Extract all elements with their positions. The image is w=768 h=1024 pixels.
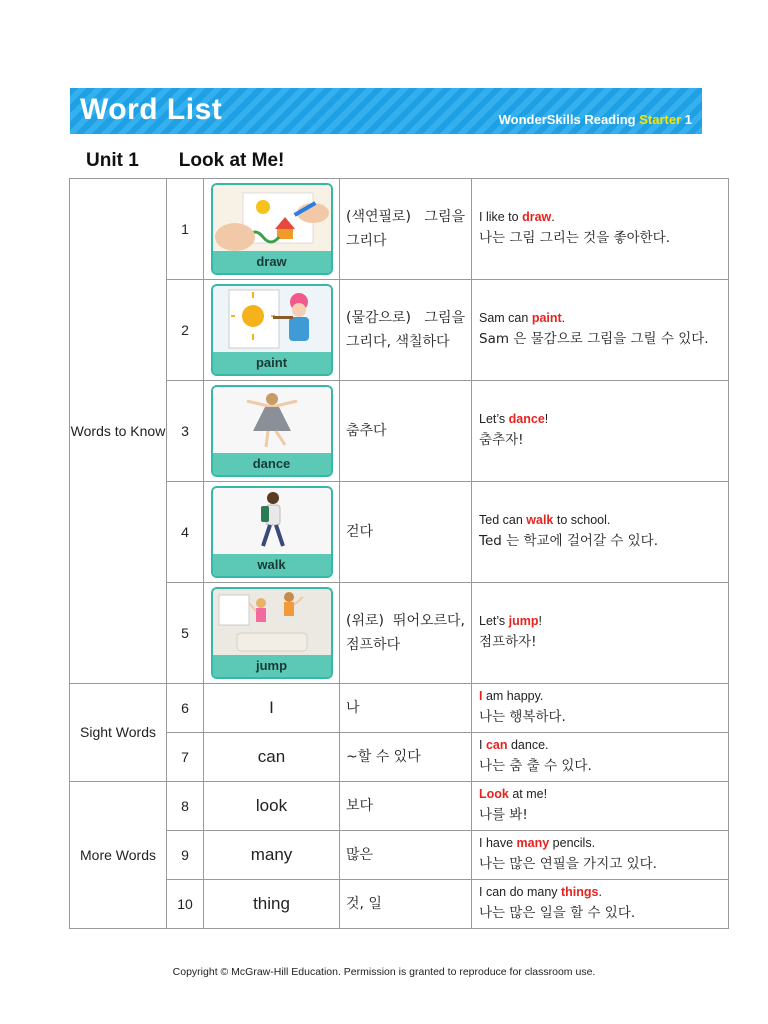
korean-meaning: 걷다 xyxy=(340,482,472,583)
card-label: dance xyxy=(213,453,331,475)
word-number: 3 xyxy=(167,381,204,482)
example-cell xyxy=(472,179,729,280)
example-cell xyxy=(472,782,729,831)
table-row xyxy=(70,831,729,880)
example-sentence xyxy=(479,309,721,328)
unit-label: Unit 1 xyxy=(86,150,139,171)
example-text: Ted can xyxy=(479,513,527,527)
korean-meaning: 것, 일 xyxy=(340,880,472,929)
card-label: draw xyxy=(213,251,331,273)
example-text: I have xyxy=(479,836,517,850)
example-text: . xyxy=(551,210,555,224)
word-number: 10 xyxy=(167,880,204,929)
word-card-draw xyxy=(211,183,333,275)
kids-jumping-picture xyxy=(213,589,331,655)
example-sentence xyxy=(479,785,721,804)
word-number: 4 xyxy=(167,482,204,583)
example-translation: Ted 는 학교에 걸어갈 수 있다. xyxy=(479,533,658,549)
korean-meaning: (위로) 뛰어오르다, 점프하다 xyxy=(340,583,472,684)
example-cell xyxy=(472,684,729,733)
word-number: 7 xyxy=(167,733,204,782)
example-sentence xyxy=(479,834,721,853)
highlighted-word: things xyxy=(561,885,599,899)
table-row xyxy=(70,684,729,733)
example-translation: 나는 행복하다. xyxy=(479,709,566,725)
example-sentence xyxy=(479,612,721,631)
banner-title: Word List xyxy=(80,93,223,126)
example-text: . xyxy=(598,885,602,899)
example-text: . xyxy=(561,311,566,325)
girl-painting-sun-picture xyxy=(213,286,331,352)
example-cell xyxy=(472,280,729,381)
copyright-footer: Copyright © McGraw-Hill Education. Permission is granted to reproduce for classroom use. xyxy=(172,966,596,978)
highlighted-word: walk xyxy=(526,513,554,527)
example-sentence xyxy=(479,883,721,902)
word-number: 8 xyxy=(167,782,204,831)
unit-heading xyxy=(86,150,284,172)
table-row xyxy=(70,280,729,381)
example-text: dance. xyxy=(507,738,549,752)
example-text: I xyxy=(479,738,486,752)
word-list-banner xyxy=(70,88,702,134)
word-card-jump xyxy=(211,587,333,679)
example-translation: 나는 춤 출 수 있다. xyxy=(479,758,592,774)
example-text: I like to xyxy=(479,210,523,224)
example-text: Let’s xyxy=(479,412,509,426)
example-translation: 나는 많은 일을 할 수 있다. xyxy=(479,905,636,921)
word-card-cell xyxy=(204,583,340,684)
example-cell xyxy=(472,583,729,684)
word-number: 6 xyxy=(167,684,204,733)
word-number: 2 xyxy=(167,280,204,381)
example-text: ! xyxy=(544,412,549,426)
table-row xyxy=(70,482,729,583)
highlighted-word: draw xyxy=(522,210,552,224)
word-card-cell xyxy=(204,280,340,381)
word-text: can xyxy=(204,733,340,782)
korean-meaning: (색연필로) 그림을 그리다 xyxy=(340,179,472,280)
example-translation: 점프하자! xyxy=(479,634,537,650)
category-sight-words: Sight Words xyxy=(70,684,167,782)
highlighted-word: jump xyxy=(508,614,539,628)
example-sentence xyxy=(479,687,721,706)
example-text: ! xyxy=(538,614,542,628)
example-sentence xyxy=(479,208,721,227)
word-text: I xyxy=(204,684,340,733)
highlighted-word: dance xyxy=(508,412,545,426)
example-text: to school. xyxy=(553,513,611,527)
highlighted-word: can xyxy=(485,738,508,752)
table-row xyxy=(70,782,729,831)
example-text: Let’s xyxy=(479,614,509,628)
example-translation: 나를 봐! xyxy=(479,807,528,823)
child-drawing-picture xyxy=(213,185,331,251)
korean-meaning: (물감으로) 그림을 그리다, 색칠하다 xyxy=(340,280,472,381)
korean-meaning: 춤추다 xyxy=(340,381,472,482)
table-row xyxy=(70,880,729,929)
card-label: walk xyxy=(213,554,331,576)
highlighted-word: many xyxy=(516,836,550,850)
word-card-paint xyxy=(211,284,333,376)
girl-dancing-picture xyxy=(213,387,331,453)
highlighted-word: I xyxy=(479,689,483,703)
korean-meaning: 보다 xyxy=(340,782,472,831)
example-cell xyxy=(472,381,729,482)
example-translation: Sam 은 물감으로 그림을 그릴 수 있다. xyxy=(479,331,709,347)
word-card-cell xyxy=(204,179,340,280)
highlighted-word: Look xyxy=(479,787,509,801)
series-name: WonderSkills Reading xyxy=(498,112,640,127)
highlighted-word: paint xyxy=(531,311,562,325)
word-card-cell xyxy=(204,482,340,583)
series-level: Starter xyxy=(639,112,682,127)
example-sentence xyxy=(479,511,721,530)
korean-meaning: 많은 xyxy=(340,831,472,880)
word-number: 1 xyxy=(167,179,204,280)
card-label: jump xyxy=(213,655,331,677)
table-row xyxy=(70,179,729,280)
example-translation: 나는 그림 그리는 것을 좋아한다. xyxy=(479,230,670,246)
word-text: many xyxy=(204,831,340,880)
word-card-dance xyxy=(211,385,333,477)
series-number: 1 xyxy=(681,112,692,127)
example-cell xyxy=(472,482,729,583)
word-number: 9 xyxy=(167,831,204,880)
example-cell xyxy=(472,880,729,929)
table-row xyxy=(70,381,729,482)
example-text: am happy. xyxy=(482,689,544,703)
banner-series-label xyxy=(499,112,692,127)
word-card-cell xyxy=(204,381,340,482)
table-row xyxy=(70,733,729,782)
korean-meaning: 나 xyxy=(340,684,472,733)
example-cell xyxy=(472,733,729,782)
category-words-to-know: Words to Know xyxy=(70,179,167,684)
example-text: Sam can xyxy=(479,311,532,325)
word-text: look xyxy=(204,782,340,831)
example-text: I can do many xyxy=(479,885,561,899)
example-translation: 나는 많은 연필을 가지고 있다. xyxy=(479,856,657,872)
example-cell xyxy=(472,831,729,880)
category-more-words: More Words xyxy=(70,782,167,929)
word-list-table xyxy=(69,178,729,929)
table-row xyxy=(70,583,729,684)
word-number: 5 xyxy=(167,583,204,684)
boy-walking-picture xyxy=(213,488,331,554)
unit-title: Look at Me! xyxy=(178,150,285,171)
korean-meaning: ~할 수 있다 xyxy=(340,733,472,782)
example-sentence xyxy=(479,410,721,429)
word-text: thing xyxy=(204,880,340,929)
example-text: pencils. xyxy=(549,836,596,850)
example-sentence xyxy=(479,736,721,755)
word-card-walk xyxy=(211,486,333,578)
example-text: at me! xyxy=(508,787,548,801)
example-translation: 춤추자! xyxy=(479,432,524,448)
card-label: paint xyxy=(213,352,331,374)
